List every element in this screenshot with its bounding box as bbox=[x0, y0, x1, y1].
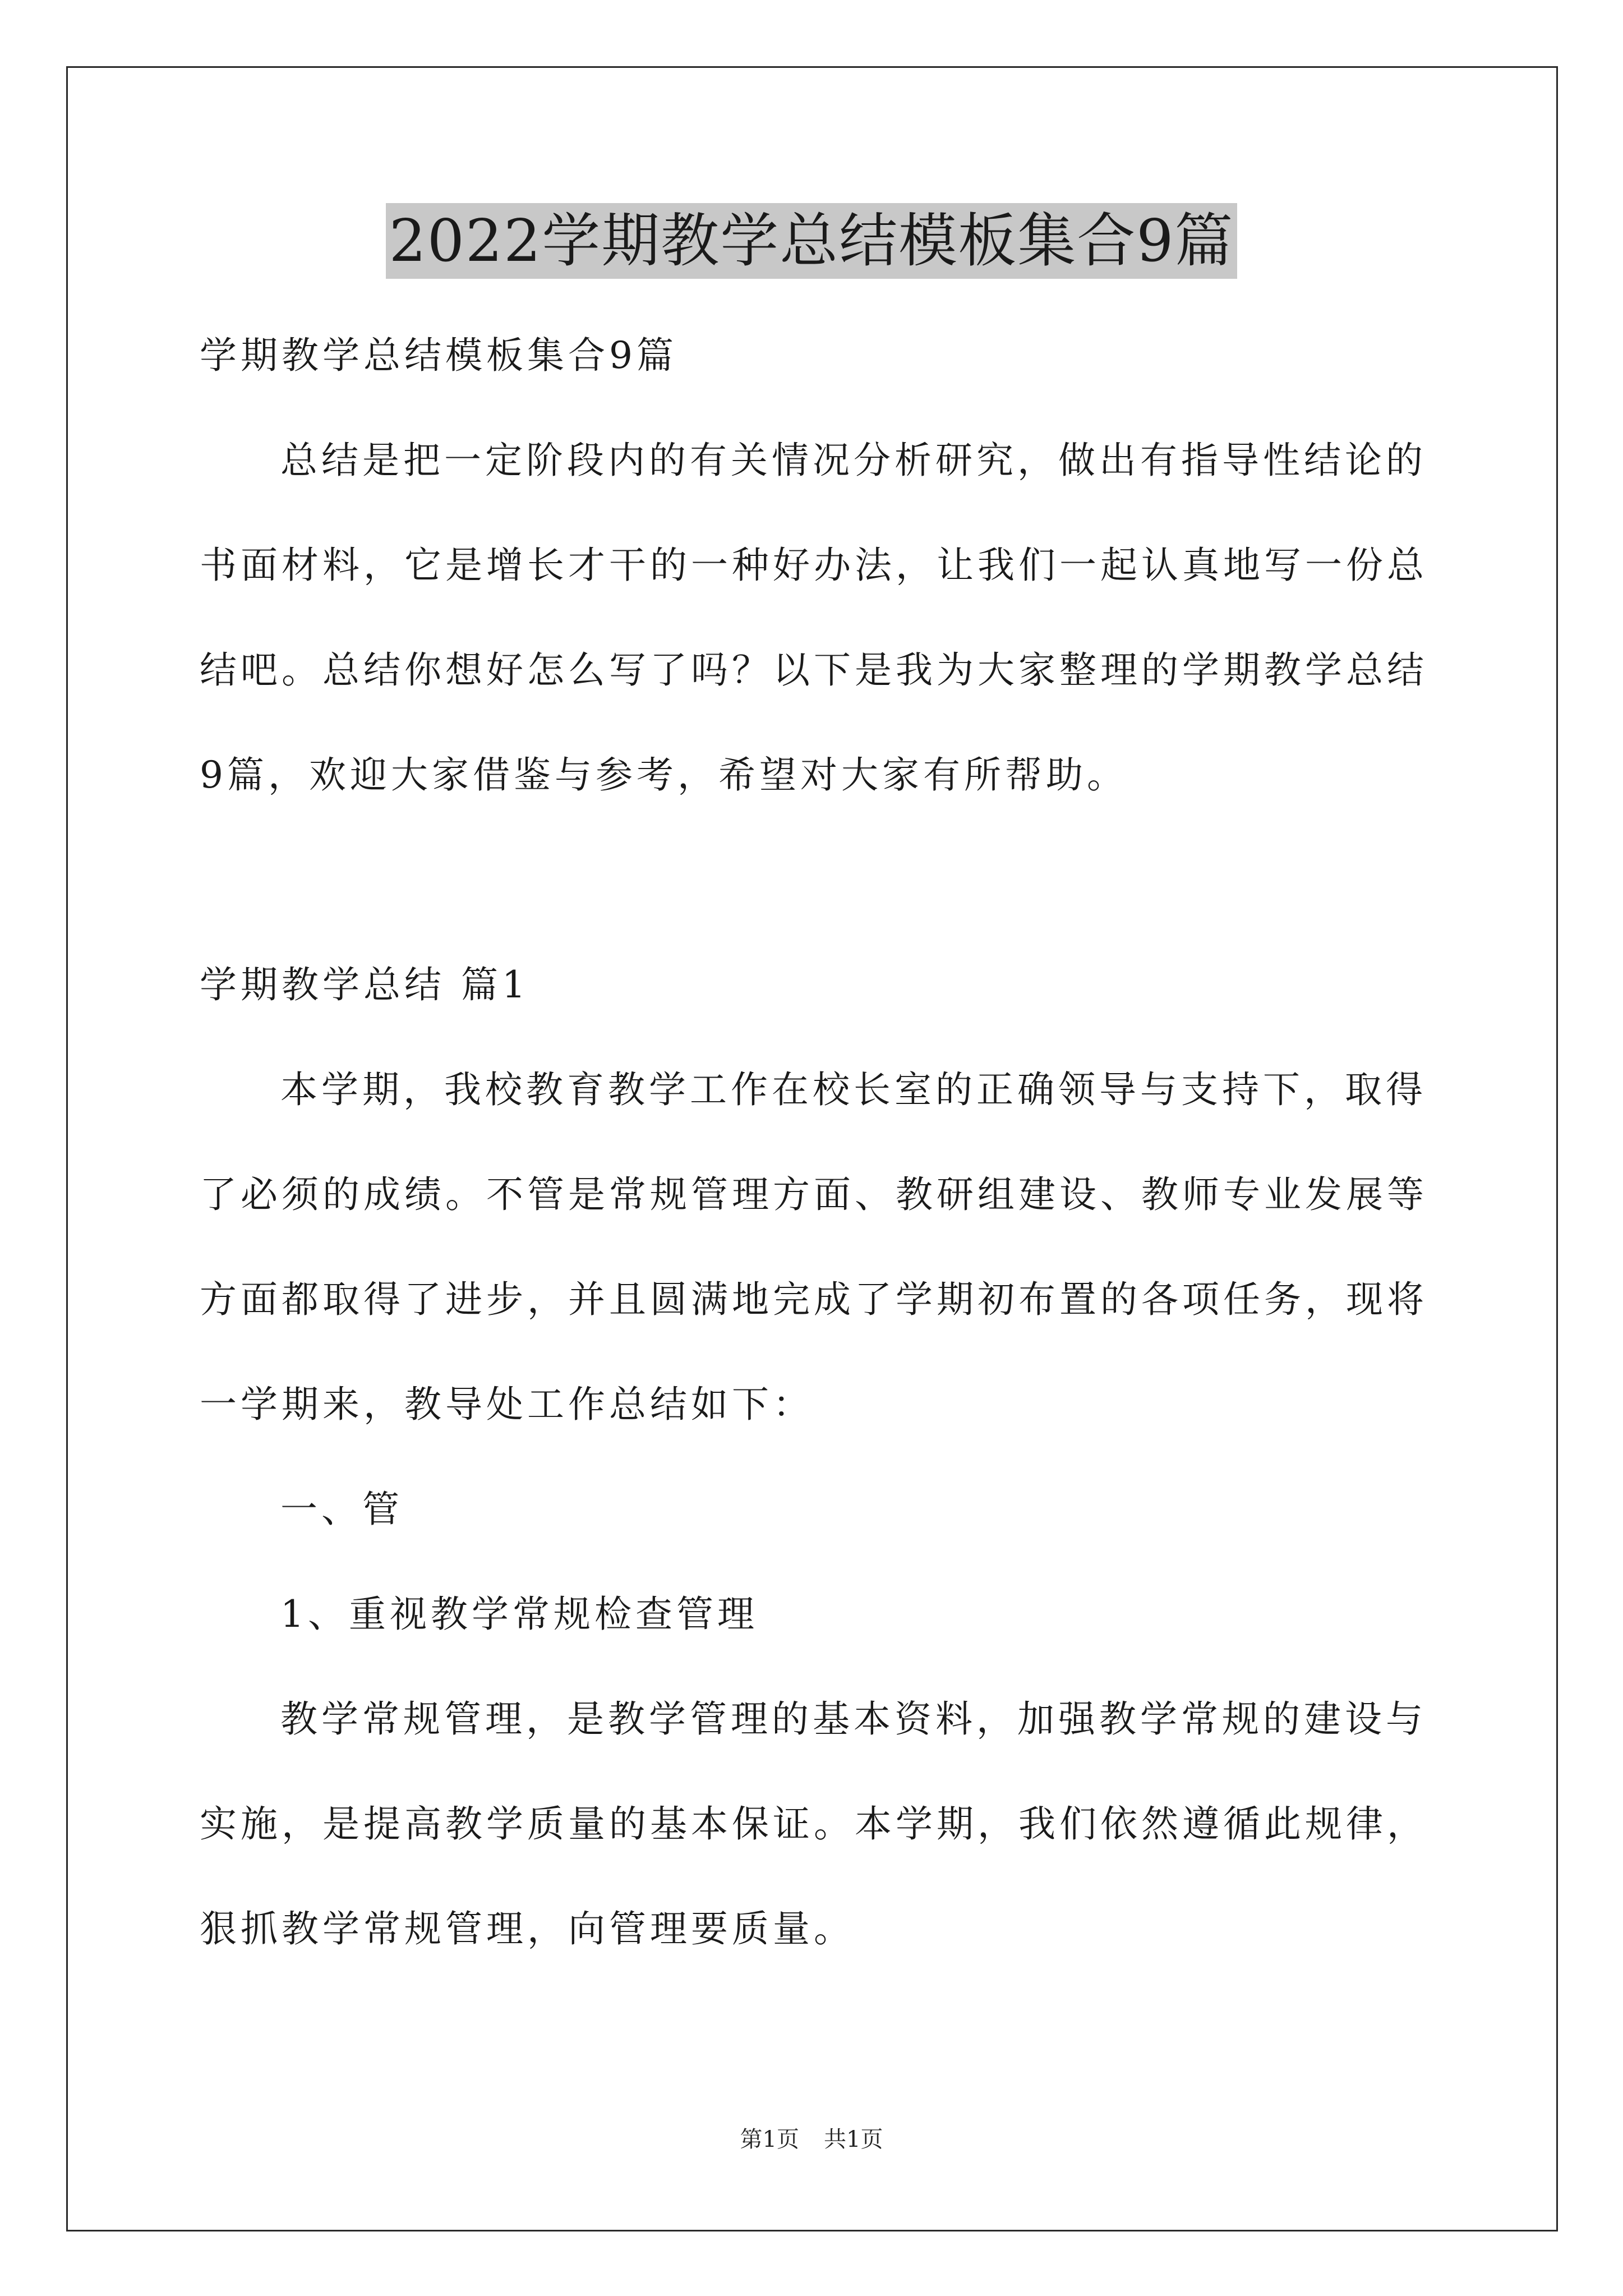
page-number: 第1页 bbox=[740, 2127, 799, 2152]
intro-line: 总结是把一定阶段内的有关情况分析研究，做出有指导性结论的 bbox=[280, 439, 1427, 482]
page-footer bbox=[0, 2124, 1623, 2155]
item-heading: 一、管 bbox=[280, 1488, 403, 1531]
paragraph-line: 狠抓教学常规管理，向管理要质量。 bbox=[200, 1907, 855, 1950]
subtitle: 学期教学总结模板集合9篇 bbox=[200, 334, 677, 377]
intro-line: 书面材料，它是增长才干的一种好办法，让我们一起认真地写一份总 bbox=[200, 544, 1428, 587]
document-body bbox=[200, 303, 1428, 1981]
title-container bbox=[0, 203, 1623, 279]
paragraph-line: 本学期，我校教育教学工作在校长室的正确领导与支持下，取得 bbox=[280, 1068, 1427, 1111]
paragraph-line: 实施，是提高教学质量的基本保证。本学期，我们依然遵循此规律， bbox=[200, 1802, 1428, 1846]
document-title: 2022学期教学总结模板集合9篇 bbox=[386, 203, 1238, 279]
paragraph-line: 方面都取得了进步，并且圆满地完成了学期初布置的各项任务，现将 bbox=[200, 1278, 1428, 1321]
section-heading: 学期教学总结 篇1 bbox=[200, 963, 529, 1006]
page-total: 共1页 bbox=[824, 2127, 883, 2152]
paragraph-line: 教学常规管理，是教学管理的基本资料，加强教学常规的建设与 bbox=[280, 1697, 1427, 1741]
spacer bbox=[200, 827, 1428, 932]
sub-heading: 1、重视教学常规检查管理 bbox=[280, 1593, 758, 1636]
paragraph-line: 了必须的成绩。不管是常规管理方面、教研组建设、教师专业发展等 bbox=[200, 1173, 1428, 1216]
intro-line: 结吧。总结你想好怎么写了吗？以下是我为大家整理的学期教学总结 bbox=[200, 648, 1428, 692]
intro-line: 9篇，欢迎大家借鉴与参考，希望对大家有所帮助。 bbox=[200, 753, 1128, 797]
paragraph-line: 一学期来，教导处工作总结如下： bbox=[200, 1383, 814, 1426]
